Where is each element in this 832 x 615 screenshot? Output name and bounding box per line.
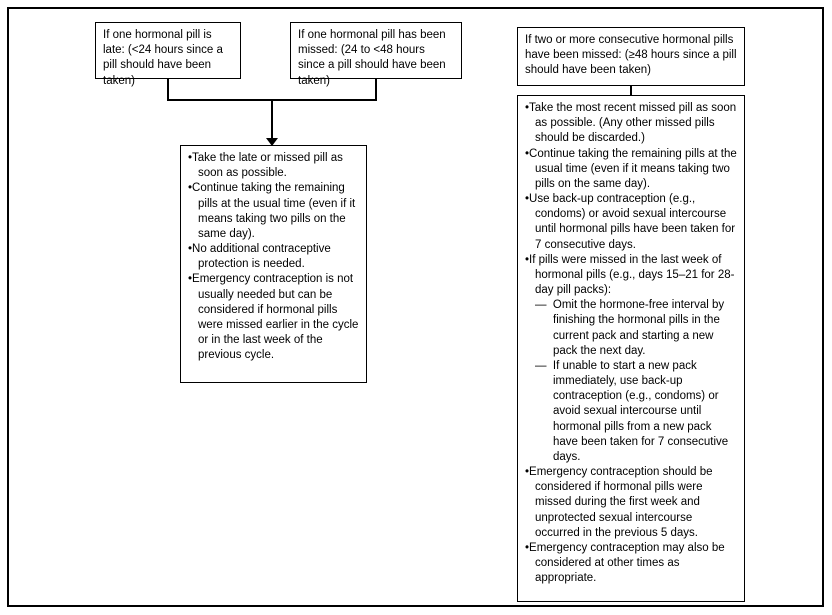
bullet-item: • Take the most recent missed pill as soon as possible. (Any other missed pills should be discarded.) bbox=[525, 101, 737, 147]
connector-right-box-down bbox=[630, 86, 632, 95]
condition-box-one-missed-pill bbox=[290, 22, 462, 87]
instructions-list-left bbox=[188, 151, 359, 363]
instructions-list-right bbox=[525, 101, 737, 587]
condition-box-one-missed-pill-text: If one hormonal pill has been missed: (24 to <48 hours since a pill should have been taken) bbox=[298, 29, 446, 87]
bullet-item: • Continue taking the remaining pills at the usual time (even if it means taking two pills on the same day). bbox=[525, 147, 737, 193]
bullet-item: • If pills were missed in the last week of hormonal pills (e.g., days 15–21 for 28-day pill packs): bbox=[525, 253, 737, 299]
condition-box-late-pill bbox=[95, 22, 241, 87]
dash-sub-item: — Omit the hormone-free interval by finishing the hormonal pills in the current pack and starting a new pack the next day. bbox=[525, 298, 737, 359]
condition-box-late-pill-text: If one hormonal pill is late: (<24 hours since a pill should have been taken) bbox=[103, 29, 223, 87]
instructions-box-late-or-one-missed bbox=[180, 145, 367, 383]
bullet-item: • No additional contraceptive protection is needed. bbox=[188, 242, 359, 272]
bullet-item: • Emergency contraception should be considered if hormonal pills were missed during the first week and unprotected sexual intercourse occurred in the previous 5 days. bbox=[525, 465, 737, 541]
bullet-item: • Emergency contraception is not usually needed but can be considered if hormonal pills were missed earlier in the cycle or in the last week of the previous cycle. bbox=[188, 272, 359, 363]
connector-left-box-down bbox=[167, 79, 169, 101]
connector-merge-down bbox=[271, 99, 273, 139]
bullet-item: • Use back-up contraception (e.g., condoms) or avoid sexual intercourse until hormonal pills have been taken for 7 consecutive days. bbox=[525, 192, 737, 253]
dash-sub-item: — If unable to start a new pack immediately, use back-up contraception (e.g., condoms) or avoid sexual intercourse until hormonal pills from a new pack have been taken for 7 consecutive days. bbox=[525, 359, 737, 465]
connector-middle-box-down bbox=[375, 79, 377, 101]
condition-box-two-or-more-missed-pills-text: If two or more consecutive hormonal pills have been missed: (≥48 hours since a pill should have been taken) bbox=[525, 34, 737, 77]
condition-box-two-or-more-missed-pills bbox=[517, 27, 745, 86]
bullet-item: • Emergency contraception may also be considered at other times as appropriate. bbox=[525, 541, 737, 587]
bullet-item: • Continue taking the remaining pills at the usual time (even if it means taking two pills on the same day). bbox=[188, 181, 359, 242]
instructions-box-two-or-more-missed bbox=[517, 95, 745, 602]
bullet-item: • Take the late or missed pill as soon as possible. bbox=[188, 151, 359, 181]
